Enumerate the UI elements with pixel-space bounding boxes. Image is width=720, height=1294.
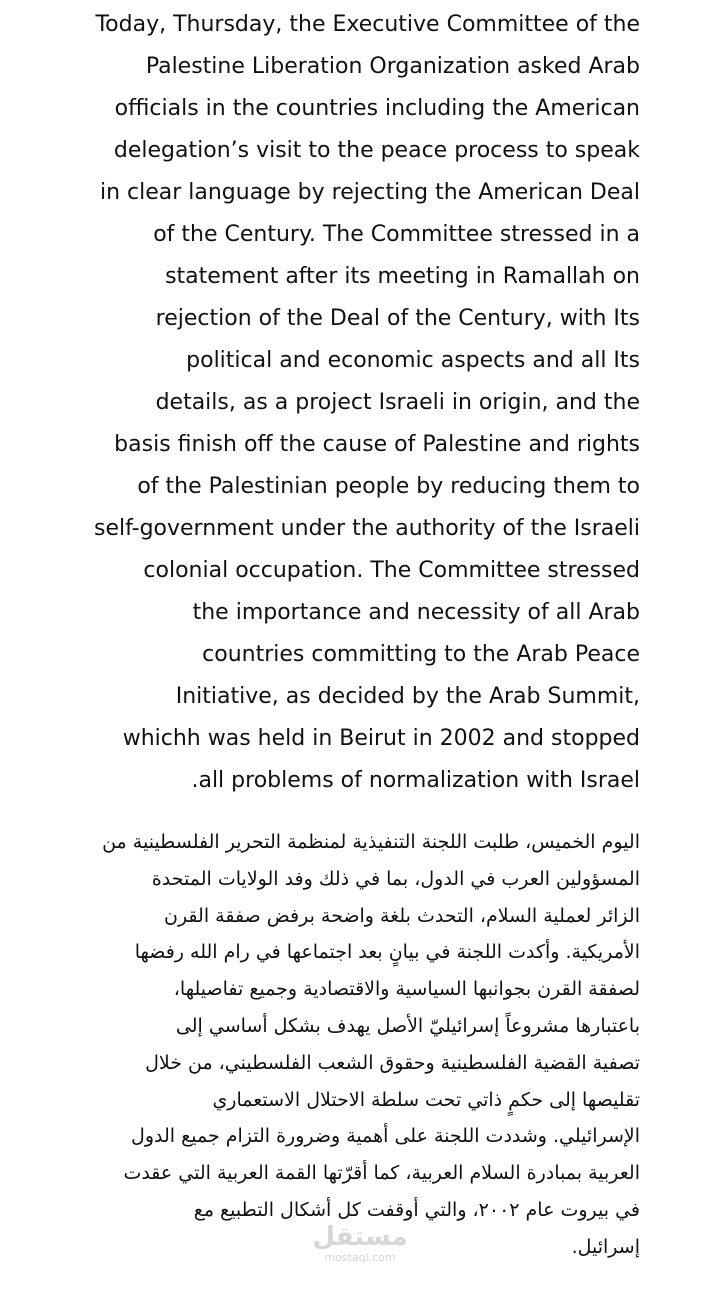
english-line: Palestine Liberation Organization asked Arab [145, 54, 640, 79]
english-line: political and economic aspects and all Its [186, 348, 640, 373]
watermark [300, 1222, 420, 1264]
arabic-line: اليوم الخميس، طلبت اللجنة التنفيذية لمنظمة التحرير الفلسطينية من [102, 831, 640, 853]
arabic-paragraph [80, 824, 640, 1266]
english-line: self-government under the authority of the Israeli [93, 516, 640, 541]
english-line: colonial occupation. The Committee stressed [143, 558, 640, 583]
english-line: delegation’s visit to the peace process to speak [113, 138, 640, 163]
arabic-line: المسؤولين العرب في الدول، بما في ذلك وفد الولايات المتحدة [151, 867, 640, 890]
arabic-line: العربية بمبادرة السلام العربية، كما أقرّتها القمة العربية التي عقدت [123, 1162, 640, 1185]
english-line: Initiative, as decided by the Arab Summit, [175, 684, 640, 709]
watermark-logo: مستقل [312, 1222, 408, 1252]
arabic-line: إسرائيل. [571, 1235, 640, 1258]
english-line: statement after its meeting in Ramallah on [165, 264, 640, 289]
arabic-line: باعتبارها مشروعاً إسرائيليّ الأصل يهدف بشكل أساسي إلى [175, 1014, 640, 1037]
arabic-line: تقليصها إلى حكمٍ ذاتي تحت سلطة الاحتلال الاستعماري [212, 1088, 640, 1111]
english-line: in clear language by rejecting the American Deal [99, 180, 640, 205]
english-line: whichh was held in Beirut in 2002 and stopped [122, 726, 640, 751]
english-line: rejection of the Deal of the Century, with Its [155, 306, 640, 331]
english-line: of the Century. The Committee stressed in a [153, 222, 640, 247]
watermark-url: mostaql.com [324, 1251, 396, 1264]
english-line: the importance and necessity of all Arab [192, 600, 640, 625]
english-line: details, as a project Israeli in origin, and the [155, 390, 640, 415]
arabic-line: في بيروت عام ٢٠٠٢، والتي أوقفت كل أشكال التطبيع مع [193, 1198, 640, 1221]
english-line: .all problems of normalization with Israel [191, 768, 640, 793]
english-line: countries committing to the Arab Peace [202, 642, 640, 667]
english-line: officials in the countries including the American [114, 96, 640, 121]
arabic-line: لصفقة القرن بجوانبها السياسية والاقتصادية وجميع تفاصيلها، [173, 978, 640, 1001]
arabic-line: الأمريكية. وأكدت اللجنة في بيانٍ بعد اجتماعها في رام الله رفضها [134, 941, 640, 964]
arabic-line: الزائر لعملية السلام، التحدث بلغة واضحة برفض صفقة القرن [163, 904, 640, 927]
arabic-line: الإسرائيلي. وشددت اللجنة على أهمية وضرورة التزام جميع الدول [131, 1125, 640, 1148]
english-line: of the Palestinian people by reducing them to [137, 474, 640, 499]
english-line: basis finish off the cause of Palestine and rights [114, 432, 640, 457]
english-line: Today, Thursday, the Executive Committee of the [95, 12, 640, 37]
arabic-line: تصفية القضية الفلسطينية وحقوق الشعب الفلسطيني، من خلال [145, 1051, 640, 1074]
english-paragraph [78, 4, 640, 802]
